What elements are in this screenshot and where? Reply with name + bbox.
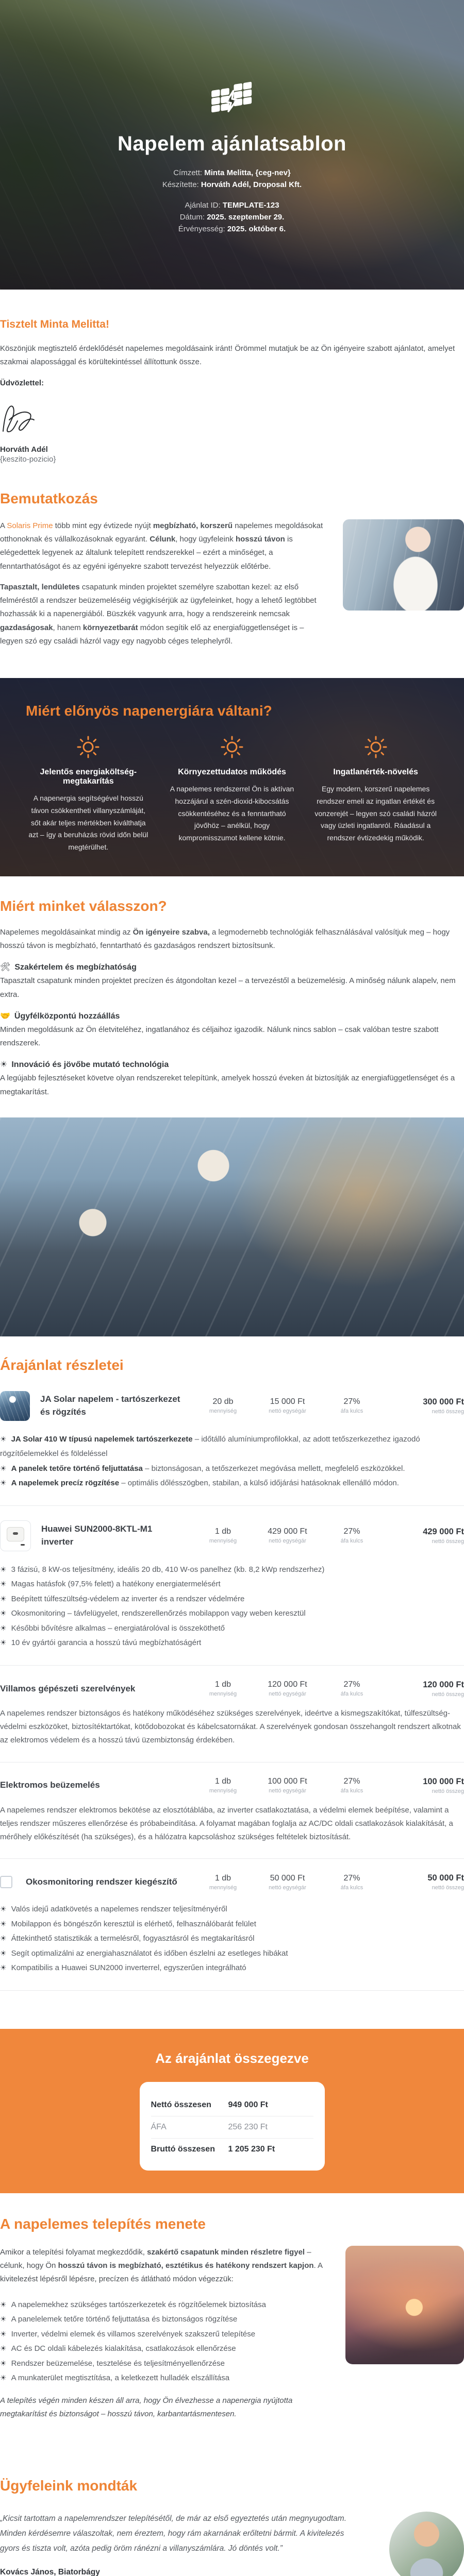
validity-line	[0, 223, 464, 235]
process-intro: Amikor a telepítési folyamat megkezdődik, szakértő csapatunk minden részletre figyel – célunk, hogy Ön hosszú távon is megbízható, esztétikus és hatékony rendszert kapjon. A kivitelezést lépésről lépésre, precízen és átlátható módon végezzük:	[0, 2247, 323, 2284]
process-step: ☀ A panelelemek tetőre történő feljuttatása és biztonságos rögzítése	[0, 2315, 238, 2324]
sun-bullet-icon: ☀	[0, 1963, 7, 1972]
sun-bullet-icon: ☀	[0, 1580, 7, 1588]
testimonials-section	[0, 2454, 464, 2576]
feature: ☀ Későbbi bővítésre alkalmas – energiatárolóval is összeköthető	[0, 1623, 225, 1633]
feature: ☀ Beépített túlfeszültség-védelem az inverter és a rendszer védelmére	[0, 1594, 245, 1603]
benefits-heading: Miért előnyös napenergiára váltani?	[26, 703, 272, 719]
introduction-section	[0, 484, 464, 678]
sun-bullet-icon: ☀	[0, 2374, 7, 2382]
feature: ☀ Kompatibilis a Huawei SUN2000 inverterrel, egyszerűen integrálható	[0, 1963, 246, 1973]
sun-bullet-icon: ☀	[0, 1464, 7, 1472]
line-item-thumbnail	[0, 1520, 31, 1551]
feature: ☀ Mobilappon és böngészőn keresztül is elérhető, felhasználóbarát felület	[0, 1919, 256, 1928]
sun-bullet-icon: ☀	[0, 1479, 7, 1487]
signer-name: Horváth Adél	[0, 445, 48, 454]
feature: ☀ A napelemek precíz rögzítése – optimális dőlésszögben, stabilan, a külső időjárási hatásoknak ellenálló módon.	[0, 1479, 399, 1488]
sun-bullet-icon: ☀	[0, 1948, 7, 1957]
why-us-item-text: A legújabb fejlesztéseket követve olyan rendszereket telepítünk, amelyek hosszú éveken át biztosítják az energiafüggetlenséget és a megtakarítást.	[0, 1074, 455, 1096]
why-us-intro: Napelemes megoldásainkat mindig az Ön igényeire szabva, a legmodernebb technológiák felhasználásával valósítjuk meg – hogy hosszú távon is megbízható, fenntartható és gazdaságos rendszert biztosítsunk.	[0, 927, 450, 951]
line-item-features	[0, 1902, 464, 1976]
summary-heading: Az árajánlat összegezve	[155, 2050, 309, 2066]
line-item-description: A napelemes rendszer biztonságos és hatékony működéséhez szükséges szerelvények, ideértve a kismegszakítókat, túlfeszültség-védelmi eszközöket, biztosítéktartókat, kötődobozokat és kábelcsatornákat. A szerelvények gondosan összehangolt rendszert alkotnak az elektromos védelem és a hosszú távú üzembiztonság érdekében.	[0, 1708, 461, 1745]
item-divider	[0, 1665, 464, 1666]
total-cell: 100 000 Ft nettó összeg	[423, 1776, 464, 1794]
line-item-name: Okosmonitoring rendszer kiegészítő	[26, 1877, 177, 1887]
item-divider	[0, 1990, 464, 1991]
summary-row-vat: ÁFA 256 230 Ft	[151, 2116, 313, 2139]
validity-label: Érvényesség:	[178, 225, 225, 233]
recipient-label: Címzett:	[173, 168, 203, 177]
benefits-section	[0, 678, 464, 876]
item-divider	[0, 1858, 464, 1859]
line-item-optional	[0, 1873, 464, 1976]
offer-id-line	[0, 199, 464, 211]
author-value: Horváth Adél, Droposal Kft.	[201, 180, 302, 190]
summary-card	[140, 2082, 325, 2171]
sun-bullet-icon: ☀	[0, 1905, 7, 1913]
installers-photo	[0, 1117, 464, 1336]
installation-process-section	[0, 2193, 464, 2454]
qty-cell: 1 db mennyiség	[209, 1680, 237, 1698]
process-step: ☀ A munkaterület megtisztítása, a keletkezett hulladék elszállítása	[0, 2374, 230, 2383]
line-item-description: A napelemes rendszer elektromos bekötése az elosztótáblába, az inverter csatlakoztatása, a védelmi elemek beépítése, valamint a teljes rendszer műszeres ellenőrzése és próbabeindítása. A folyamat magában foglalja az AC/DC oldali csatlakozások kialakítását, a mérőhely előkészítését (ha szükséges), és a hálózatra kapcsoláshoz szükséges feltételek biztosítását.	[0, 1805, 453, 1842]
summary-section	[0, 2029, 464, 2193]
recipient-value: Minta Melitta, {ceg-nev}	[204, 168, 291, 177]
testimonial-author: Kovács János, Biatorbágy	[0, 2568, 100, 2576]
vat-cell: 27% áfa kulcs	[340, 1527, 363, 1545]
vat-cell: 27% áfa kulcs	[340, 1873, 363, 1891]
feature: ☀ A panelek tetőre történő feljuttatása – biztonságosan, a tetőszerkezet megóvása mellett, megfelelő eszközökkel.	[0, 1464, 405, 1473]
line-item-name: Elektromos beüzemelés	[0, 1780, 100, 1790]
page-title: Napelem ajánlatsablon	[118, 132, 346, 155]
sun-bullet-icon: ☀	[0, 1434, 7, 1443]
testimonial	[0, 2512, 464, 2576]
testimonial-text: „Kicsit tartottam a napelemrendszer telepítésétől, de már az első egyeztetés után megnyugodtam. Minden kérdésemre válaszoltak, nem éreztem, hogy rám akarnának erőltetni bármit. A kivitelezés gyors és tiszta volt, azóta pedig öröm ránézni a villanyszámlára. Jó döntés volt.” Kovács János, Biatorbágy	[0, 2512, 366, 2576]
feature: ☀ Valós idejű adatkövetés a napelemes rendszer teljesítményéről	[0, 1905, 227, 1914]
qty-cell: 20 db mennyiség	[209, 1397, 237, 1415]
line-item-features	[0, 1432, 464, 1491]
feature: ☀ Okosmonitoring – távfelügyelet, rendszerellenőrzés mobilappon vagy weben keresztül	[0, 1609, 306, 1618]
feature: ☀ 10 év gyártói garancia a hosszú távú megbízhatóságért	[0, 1638, 202, 1648]
hero-section	[0, 0, 464, 290]
why-us-section	[0, 876, 464, 1117]
total-cell: 429 000 Ft nettó összeg	[423, 1527, 464, 1545]
sun-bullet-icon: ☀	[0, 2329, 7, 2338]
signature-image	[0, 402, 62, 435]
why-us-item-title: Ügyfélközpontú hozzáállás	[14, 1011, 120, 1021]
feature: ☀ Segít optimalizálni az energiahasználatot és időben észlelni az esetleges hibákat	[0, 1948, 288, 1958]
feature: ☀ Magas hatásfok (97,5% felett) a hatékony energiatermelésért	[0, 1580, 221, 1589]
sun-bullet-icon: ☀	[0, 2315, 7, 2324]
sun-bullet-icon: ☀	[0, 1919, 7, 1928]
solar-logo-icon	[205, 77, 259, 120]
sun-bullet-icon: ☀	[0, 2359, 7, 2367]
quote-heading: Árajánlat részletei	[0, 1357, 124, 1373]
author-label: Készítette:	[162, 180, 199, 190]
sun-bullet-icon: ☀	[0, 1609, 7, 1618]
benefit-text: Egy modern, korszerű napelemes rendszer emeli az ingatlan értékét és vonzerejét – legyen szó családi házról vagy üzleti ingatlanról. Ráadásul a rendszer évtizedekig működik.	[314, 785, 437, 842]
why-us-item-text: Tapasztalt csapatunk minden projektet precízen és átgondoltan kezel – a tervezéstől a beüzemelésig. A minőség nálunk alapelv, nem extra.	[0, 976, 456, 999]
total-cell: 120 000 Ft nettó összeg	[423, 1680, 464, 1698]
sun-icon: ☀	[0, 1060, 8, 1070]
process-step: ☀ Inverter, védelmi elemek és villamos szerelvények szakszerű telepítése	[0, 2329, 256, 2338]
handshake-icon: 🤝	[0, 1011, 10, 1021]
why-us-item-customer-focus	[0, 1011, 464, 1050]
sun-icon	[220, 735, 244, 759]
letter-closing: Üdvözlettel:	[0, 378, 44, 387]
sun-bullet-icon: ☀	[0, 1565, 7, 1573]
unit-price-cell: 429 000 Ft nettó egységár	[268, 1527, 307, 1545]
date-value: 2025. szeptember 29.	[207, 212, 285, 222]
benefit-card-property-value	[313, 735, 438, 854]
line-item-name: JA Solar napelem - tartószerkezet és rögzítés	[40, 1394, 180, 1417]
line-item	[0, 1777, 464, 1844]
company-photo	[343, 519, 464, 611]
testimonial-avatar	[389, 2512, 464, 2576]
vat-cell: 27% áfa kulcs	[340, 1680, 363, 1698]
line-item	[0, 1520, 464, 1651]
greeting-letter-section	[0, 290, 464, 484]
line-item	[0, 1680, 464, 1748]
greeting-heading: Tisztelt Minta Melitta!	[0, 318, 109, 330]
sunset-roof-photo	[345, 2246, 464, 2364]
introduction-paragraph-2: Tapasztalt, lendületes csapatunk minden projektet személyre szabottan kezel: az első felméréstől a rendszer beüzemeléséig végigkísérjük az ügyfeleinket, hogy a lehető legtöbbet hozhassák ki a napenergiából. Büszkék vagyunk arra, hogy a rendszereink nemcsak gazdaságosak, hanem környezetbarát módon segítik elő az energiafüggetlenséget is – legyen szó egy családi házról vagy egy nagyobb céges telephelyről.	[0, 582, 317, 646]
signer-position: {keszito-pozicio}	[0, 454, 56, 464]
feature: ☀ 3 fázisú, 8 kW-os teljesítmény, ideális 20 db, 410 W-os panelhez (kb. 8,2 kWp rendszerhez)	[0, 1565, 325, 1574]
sun-bullet-icon: ☀	[0, 2300, 7, 2309]
hero-meta	[0, 167, 464, 235]
benefit-title: Környezettudatos működés	[178, 768, 286, 776]
vat-cell: 27% áfa kulcs	[340, 1397, 363, 1415]
sun-icon	[76, 735, 101, 759]
offer-id-value: TEMPLATE-123	[222, 200, 279, 210]
process-steps	[0, 2298, 330, 2386]
process-step: ☀ AC és DC oldali kábelezés kialakítása, csatlakozások ellenőrzése	[0, 2344, 236, 2353]
why-us-item-title: Innováció és jövőbe mutató technológia	[11, 1060, 169, 1070]
sun-bullet-icon: ☀	[0, 1594, 7, 1603]
sun-bullet-icon: ☀	[0, 1638, 7, 1647]
item-divider	[0, 1505, 464, 1506]
benefit-title: Ingatlanérték-növelés	[333, 768, 418, 776]
sun-bullet-icon: ☀	[0, 2344, 7, 2353]
feature: ☀ Áttekinthető statisztikák a termelésről, fogyasztásról és megtakarításról	[0, 1934, 255, 1943]
benefit-text: A napelemes rendszerrel Ön is aktívan hozzájárul a szén-dioxid-kibocsátás csökkentéséhez és a fenntartható jövőhöz – anélkül, hogy kompromisszumot kellene kötnie.	[170, 785, 294, 842]
why-us-item-innovation	[0, 1059, 464, 1099]
total-cell: 50 000 Ft nettó összeg	[427, 1873, 464, 1891]
validity-value: 2025. október 6.	[227, 225, 286, 233]
quote-details-section	[0, 1336, 464, 2029]
vat-cell: 27% áfa kulcs	[340, 1777, 363, 1794]
greeting-body: Köszönjük megtisztelő érdeklődését napelemes megoldásaink iránt! Örömmel mutatjuk be az Ön igényeire szabott ajánlatot, amelyet szakmai alapossággal és körültekintéssel állítottunk össze.	[0, 344, 455, 367]
process-step: ☀ A napelemekhez szükséges tartószerkezetek és rögzítőelemek biztosítása	[0, 2300, 266, 2309]
date-line	[0, 211, 464, 223]
why-us-heading: Miért minket válasszon?	[0, 897, 167, 914]
summary-row-gross: Bruttó összesen 1 205 230 Ft	[151, 2144, 275, 2154]
process-step: ☀ Rendszer beüzemelése, tesztelése és teljesítményellenőrzése	[0, 2359, 225, 2368]
unit-price-cell: 100 000 Ft nettó egységár	[268, 1777, 307, 1794]
line-item-thumbnail	[0, 1391, 30, 1421]
tools-icon: 🛠	[0, 963, 11, 972]
summary-row-net: Nettó összesen 949 000 Ft	[151, 2094, 313, 2116]
recipient-line	[0, 167, 464, 179]
benefit-card-savings	[26, 735, 151, 854]
why-us-item-title: Szakértelem és megbízhatóság	[14, 963, 137, 972]
line-item-name: Huawei SUN2000-8KTL-M1 inverter	[41, 1524, 153, 1547]
unit-price-cell: 15 000 Ft nettó egységár	[269, 1397, 306, 1415]
total-cell: 300 000 Ft nettó összeg	[423, 1397, 464, 1415]
optional-item-checkbox[interactable]	[0, 1876, 12, 1888]
why-us-item-text: Minden megoldásunk az Ön életviteléhez, ingatlanához és céljaihoz igazodik. Nálunk nincs sablon – csak valóban testre szabott rendszerek.	[0, 1025, 439, 1048]
feature: ☀ JA Solar 410 W típusú napelemek tartószerkezete – időtálló alumíniumprofilokkal, az adott tetőszerkezethez igazodó rögzítőelemekkel és földeléssel	[0, 1434, 420, 1459]
author-line	[0, 179, 464, 191]
introduction-paragraph-1: A Solaris Prime több mint egy évtizede nyújt megbízható, korszerű napelemes megoldásokat otthonoknak és vállalkozásoknak egyaránt. Célunk, hogy ügyfeleink hosszú távon is elégedettek legyenek az általunk telepített rendszerekkel – ezért a minőséget, a fenntarthatóságot és az egyéni igényekre szabott tervezést helyezzük előtérbe.	[0, 521, 323, 571]
unit-price-cell: 50 000 Ft nettó egységár	[269, 1873, 306, 1891]
sun-bullet-icon: ☀	[0, 1623, 7, 1632]
qty-cell: 1 db mennyiség	[209, 1873, 237, 1891]
introduction-heading: Bemutatkozás	[0, 490, 98, 506]
process-outro: A telepítés végén minden készen áll arra, hogy Ön élvezhesse a napenergia nyújtotta megtakarítást és biztonságot – hosszú távon, karbantartásmentesen.	[0, 2396, 293, 2418]
unit-price-cell: 120 000 Ft nettó egységár	[268, 1680, 307, 1698]
sun-bullet-icon: ☀	[0, 1934, 7, 1943]
sun-icon	[363, 735, 388, 759]
line-item-features	[0, 1563, 464, 1651]
qty-cell: 1 db mennyiség	[209, 1527, 237, 1545]
benefit-card-eco	[170, 735, 295, 854]
benefit-text: A napenergia segítségével hosszú távon csökkentheti villanyszámláját, sőt akár teljes mértékben kiválthatja azt – így a beruházás rövid időn belül megtérülhet.	[28, 794, 148, 852]
process-heading: A napelemes telepítés menete	[0, 2215, 206, 2232]
date-label: Dátum:	[179, 212, 205, 222]
why-us-item-expertise	[0, 962, 464, 1002]
testimonials-heading: Ügyfeleink mondták	[0, 2478, 138, 2494]
benefit-title: Jelentős energiaköltség-megtakarítás	[40, 768, 137, 786]
line-item-name: Villamos gépészeti szerelvények	[0, 1683, 136, 1693]
line-item	[0, 1391, 464, 1491]
offer-id-label: Ajánlat ID:	[185, 200, 221, 210]
qty-cell: 1 db mennyiség	[209, 1777, 237, 1794]
